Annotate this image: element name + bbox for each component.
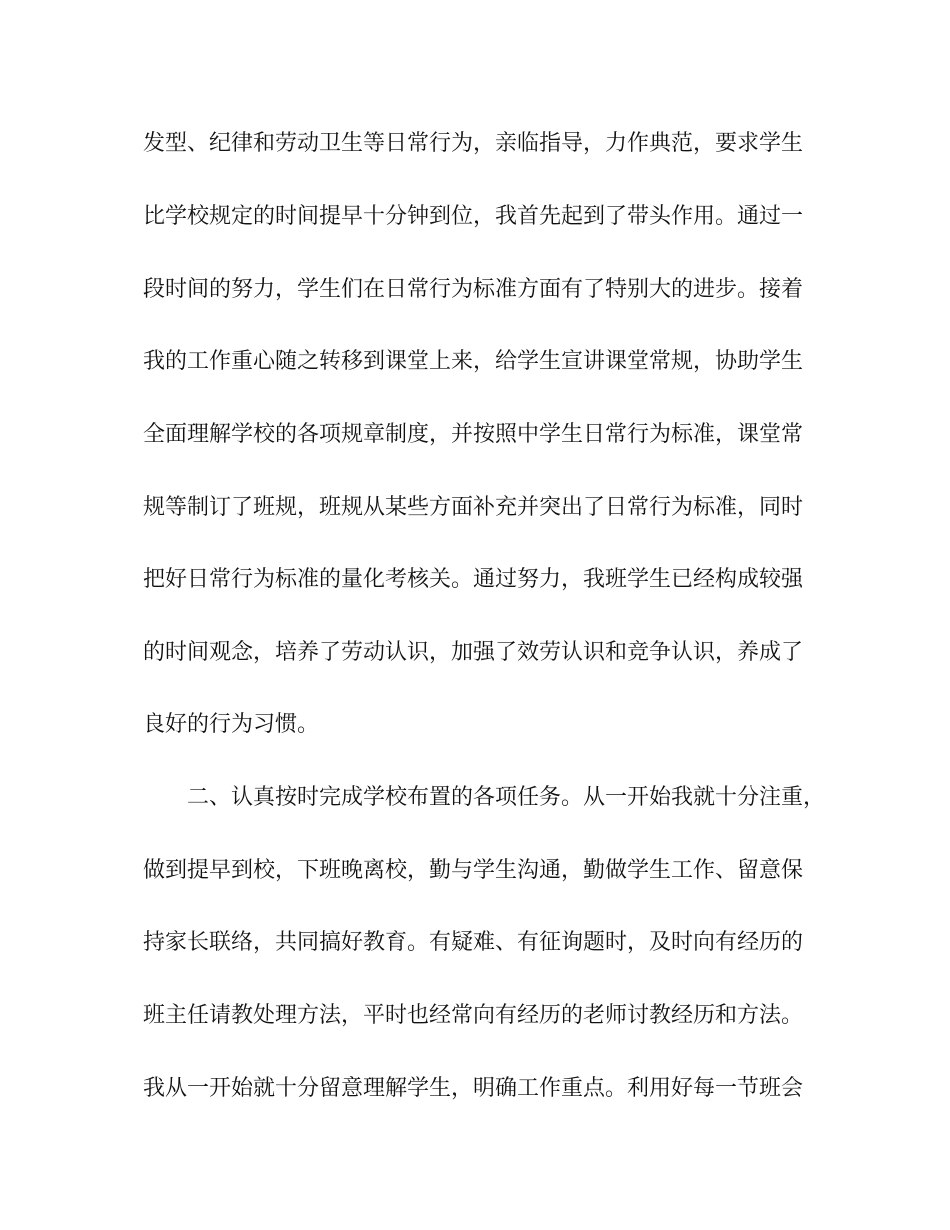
text-line: 持家长联络，共同搞好教育。有疑难、有征询题时，及时向有经历的 (143, 930, 804, 955)
paragraph-start-line: 二、认真按时完成学校布置的各项任务。从一开始我就十分注重， (187, 785, 826, 810)
text-line: 比学校规定的时间提早十分钟到位，我首先起到了带头作用。通过一 (143, 204, 804, 229)
text-line: 做到提早到校，下班晚离校，勤与学生沟通，勤做学生工作、留意保 (143, 858, 804, 883)
text-line: 班主任请教处理方法，平时也经常向有经历的老师讨教经历和方法。 (143, 1003, 804, 1028)
text-line: 把好日常行为标准的量化考核关。通过努力，我班学生已经构成较强 (143, 567, 804, 592)
text-line: 段时间的努力，学生们在日常行为标准方面有了特别大的进步。接着 (143, 277, 804, 302)
text-line: 的时间观念，培养了劳动认识，加强了效劳认识和竞争认识，养成了 (143, 640, 804, 665)
text-line: 发型、纪律和劳动卫生等日常行为，亲临指导，力作典范，要求学生 (143, 131, 804, 156)
text-line: 良好的行为习惯。 (143, 712, 320, 737)
text-line: 我的工作重心随之转移到课堂上来，给学生宣讲课堂常规，协助学生 (143, 349, 804, 374)
text-line: 我从一开始就十分留意理解学生，明确工作重点。利用好每一节班会 (143, 1076, 804, 1101)
text-line: 全面理解学校的各项规章制度，并按照中学生日常行为标准，课堂常 (143, 422, 804, 447)
text-line: 规等制订了班规，班规从某些方面补充并突出了日常行为标准，同时 (143, 495, 804, 520)
